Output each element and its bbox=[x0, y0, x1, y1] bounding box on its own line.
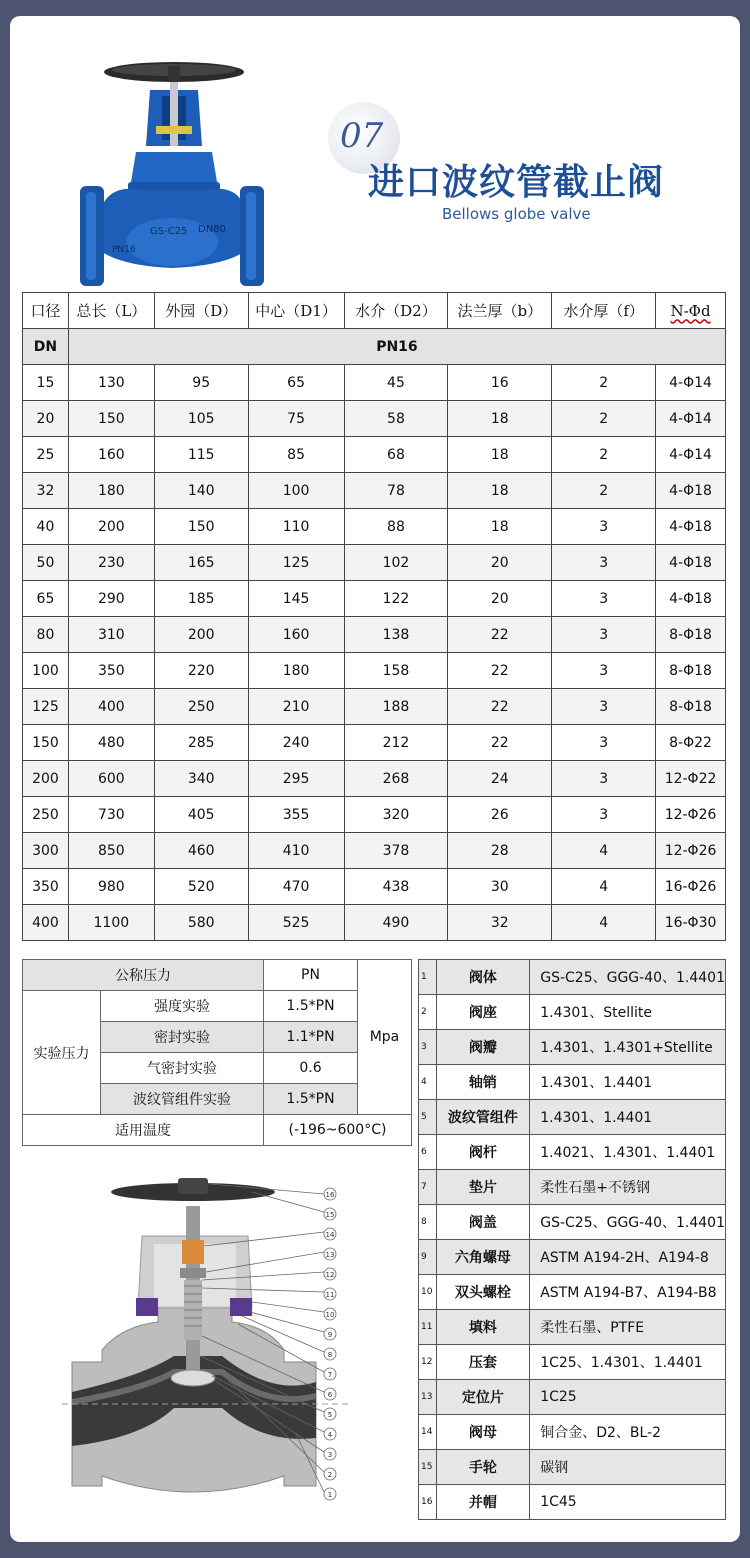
table-cell: 80 bbox=[23, 617, 69, 653]
parts-row bbox=[419, 1065, 726, 1100]
col-header: 法兰厚（b） bbox=[448, 293, 552, 329]
table-cell: 32 bbox=[23, 473, 69, 509]
table-cell: 470 bbox=[248, 869, 344, 905]
callout-label: 7 bbox=[327, 1371, 333, 1379]
table-row bbox=[23, 833, 726, 869]
test-name: 波纹管组件实验 bbox=[101, 1084, 264, 1115]
spec-card bbox=[10, 16, 740, 1542]
table-cell: 200 bbox=[154, 617, 248, 653]
table-cell: 405 bbox=[154, 797, 248, 833]
table-cell: 2 bbox=[552, 473, 656, 509]
diagram-labels bbox=[324, 1188, 336, 1500]
table-cell: 3 bbox=[552, 617, 656, 653]
table-cell: 240 bbox=[248, 725, 344, 761]
part-number: 10 bbox=[419, 1275, 437, 1310]
part-number: 12 bbox=[419, 1345, 437, 1380]
parts-row bbox=[419, 1275, 726, 1310]
part-number: 11 bbox=[419, 1310, 437, 1345]
test-value: 0.6 bbox=[264, 1053, 358, 1084]
cross-section-diagram bbox=[62, 1176, 362, 1502]
table-cell: 350 bbox=[68, 653, 154, 689]
part-number: 7 bbox=[419, 1170, 437, 1205]
temperature-value: (-196~600°C) bbox=[264, 1115, 412, 1146]
callout-label: 3 bbox=[327, 1451, 333, 1459]
table-row bbox=[23, 437, 726, 473]
part-material: 1.4301、1.4301+Stellite bbox=[530, 1030, 726, 1065]
table-cell: 520 bbox=[154, 869, 248, 905]
table-cell: 65 bbox=[248, 365, 344, 401]
parts-table bbox=[418, 959, 726, 1520]
table-cell: 525 bbox=[248, 905, 344, 941]
table-row bbox=[23, 653, 726, 689]
parts-row bbox=[419, 1415, 726, 1450]
table-cell: 400 bbox=[68, 689, 154, 725]
table-cell: 4-Φ18 bbox=[656, 545, 726, 581]
part-material: 柔性石墨、PTFE bbox=[530, 1310, 726, 1345]
pressure-table bbox=[22, 959, 412, 1146]
section-number: 07 bbox=[340, 116, 384, 156]
table-row bbox=[23, 617, 726, 653]
callout-label: 1 bbox=[327, 1491, 333, 1499]
table-cell: 150 bbox=[154, 509, 248, 545]
part-number: 3 bbox=[419, 1030, 437, 1065]
table-cell: 3 bbox=[552, 509, 656, 545]
part-number: 15 bbox=[419, 1450, 437, 1485]
col-header: N-Φd bbox=[656, 293, 726, 329]
parts-row bbox=[419, 1380, 726, 1415]
part-number: 4 bbox=[419, 1065, 437, 1100]
table-cell: 18 bbox=[448, 401, 552, 437]
parts-row bbox=[419, 1450, 726, 1485]
table-row bbox=[23, 509, 726, 545]
table-cell: 140 bbox=[154, 473, 248, 509]
parts-row bbox=[419, 995, 726, 1030]
callout-label: 16 bbox=[325, 1191, 335, 1199]
table-cell: 600 bbox=[68, 761, 154, 797]
test-pressure-label: 实验压力 bbox=[23, 991, 101, 1115]
parts-body bbox=[419, 960, 726, 1520]
table-cell: 4-Φ18 bbox=[656, 509, 726, 545]
table-cell: 45 bbox=[344, 365, 448, 401]
part-number: 16 bbox=[419, 1485, 437, 1520]
table-cell: 350 bbox=[23, 869, 69, 905]
table-cell: 68 bbox=[344, 437, 448, 473]
table-cell: 8-Φ18 bbox=[656, 653, 726, 689]
part-name: 垫片 bbox=[436, 1170, 530, 1205]
table-cell: 22 bbox=[448, 653, 552, 689]
table-cell: 122 bbox=[344, 581, 448, 617]
table-cell: 26 bbox=[448, 797, 552, 833]
table-cell: 4-Φ14 bbox=[656, 437, 726, 473]
table-row bbox=[23, 869, 726, 905]
callout-label: 13 bbox=[325, 1251, 335, 1259]
table-cell: 15 bbox=[23, 365, 69, 401]
table-cell: 32 bbox=[448, 905, 552, 941]
callout-label: 6 bbox=[327, 1391, 333, 1399]
table-cell: 16 bbox=[448, 365, 552, 401]
table-cell: 95 bbox=[154, 365, 248, 401]
callout-label: 9 bbox=[327, 1331, 333, 1339]
table-cell: 130 bbox=[68, 365, 154, 401]
table-cell: 410 bbox=[248, 833, 344, 869]
table-cell: 980 bbox=[68, 869, 154, 905]
table-cell: 22 bbox=[448, 617, 552, 653]
col-header: 水介厚（f） bbox=[552, 293, 656, 329]
table-cell: 480 bbox=[68, 725, 154, 761]
table-cell: 355 bbox=[248, 797, 344, 833]
temperature-label: 适用温度 bbox=[23, 1115, 264, 1146]
table-row bbox=[23, 725, 726, 761]
page-subtitle: Bellows globe valve bbox=[442, 205, 591, 223]
table-cell: 145 bbox=[248, 581, 344, 617]
nominal-pressure-label: 公称压力 bbox=[23, 960, 264, 991]
unit-cell: Mpa bbox=[358, 960, 412, 1115]
parts-row bbox=[419, 1030, 726, 1065]
callout-label: 15 bbox=[325, 1211, 335, 1219]
table-cell: 3 bbox=[552, 581, 656, 617]
table-row bbox=[23, 905, 726, 941]
part-material: 1C25、1.4301、1.4401 bbox=[530, 1345, 726, 1380]
table-cell: 125 bbox=[248, 545, 344, 581]
table-row bbox=[23, 545, 726, 581]
part-number: 1 bbox=[419, 960, 437, 995]
table-cell: 3 bbox=[552, 725, 656, 761]
table-cell: 210 bbox=[248, 689, 344, 725]
table-cell: 400 bbox=[23, 905, 69, 941]
part-material: 碳钢 bbox=[530, 1450, 726, 1485]
table-cell: 850 bbox=[68, 833, 154, 869]
valve-photo bbox=[72, 56, 268, 288]
table-row bbox=[23, 365, 726, 401]
part-name: 定位片 bbox=[436, 1380, 530, 1415]
table-cell: 25 bbox=[23, 437, 69, 473]
col-header: 中心（D1） bbox=[248, 293, 344, 329]
part-number: 9 bbox=[419, 1240, 437, 1275]
photo-marking-dn: DN80 bbox=[198, 224, 226, 235]
table-cell: 4-Φ14 bbox=[656, 365, 726, 401]
dimensions-header-row bbox=[23, 293, 726, 329]
table-cell: 4 bbox=[552, 833, 656, 869]
part-name: 波纹管组件 bbox=[436, 1100, 530, 1135]
table-cell: 20 bbox=[23, 401, 69, 437]
table-cell: 4 bbox=[552, 869, 656, 905]
table-cell: 230 bbox=[68, 545, 154, 581]
pressure-row bbox=[23, 329, 726, 365]
table-cell: 12-Φ26 bbox=[656, 797, 726, 833]
col-header: 口径 bbox=[23, 293, 69, 329]
table-cell: 165 bbox=[154, 545, 248, 581]
parts-row bbox=[419, 1240, 726, 1275]
table-cell: 220 bbox=[154, 653, 248, 689]
table-row bbox=[23, 689, 726, 725]
table-cell: 212 bbox=[344, 725, 448, 761]
table-cell: 18 bbox=[448, 473, 552, 509]
table-cell: 438 bbox=[344, 869, 448, 905]
table-cell: 3 bbox=[552, 653, 656, 689]
part-name: 手轮 bbox=[436, 1450, 530, 1485]
part-name: 阀体 bbox=[436, 960, 530, 995]
photo-marking-model: GS-C25 bbox=[150, 226, 188, 237]
table-row bbox=[23, 581, 726, 617]
part-material: GS-C25、GGG-40、1.4401 bbox=[530, 960, 726, 995]
parts-row bbox=[419, 1345, 726, 1380]
table-cell: 200 bbox=[23, 761, 69, 797]
table-cell: 12-Φ22 bbox=[656, 761, 726, 797]
table-cell: 180 bbox=[68, 473, 154, 509]
table-cell: 150 bbox=[23, 725, 69, 761]
dimensions-table bbox=[22, 292, 726, 941]
table-cell: 3 bbox=[552, 761, 656, 797]
test-name: 气密封实验 bbox=[101, 1053, 264, 1084]
table-cell: 115 bbox=[154, 437, 248, 473]
table-cell: 2 bbox=[552, 365, 656, 401]
callout-label: 8 bbox=[327, 1351, 333, 1359]
table-cell: 8-Φ22 bbox=[656, 725, 726, 761]
table-cell: 268 bbox=[344, 761, 448, 797]
table-cell: 100 bbox=[23, 653, 69, 689]
table-cell: 158 bbox=[344, 653, 448, 689]
part-material: 铜合金、D2、BL-2 bbox=[530, 1415, 726, 1450]
table-cell: 378 bbox=[344, 833, 448, 869]
table-cell: 460 bbox=[154, 833, 248, 869]
part-name: 六角螺母 bbox=[436, 1240, 530, 1275]
table-cell: 88 bbox=[344, 509, 448, 545]
table-cell: 18 bbox=[448, 509, 552, 545]
table-cell: 102 bbox=[344, 545, 448, 581]
part-material: 1C45 bbox=[530, 1485, 726, 1520]
table-cell: 188 bbox=[344, 689, 448, 725]
part-material: 柔性石墨+不锈钢 bbox=[530, 1170, 726, 1205]
table-cell: 1100 bbox=[68, 905, 154, 941]
part-name: 阀盖 bbox=[436, 1205, 530, 1240]
table-cell: 105 bbox=[154, 401, 248, 437]
table-cell: 18 bbox=[448, 437, 552, 473]
table-row bbox=[23, 797, 726, 833]
dn-label: DN bbox=[23, 329, 69, 365]
parts-row bbox=[419, 1135, 726, 1170]
table-cell: 28 bbox=[448, 833, 552, 869]
table-cell: 290 bbox=[68, 581, 154, 617]
part-name: 双头螺栓 bbox=[436, 1275, 530, 1310]
test-value: 1.5*PN bbox=[264, 991, 358, 1022]
table-cell: 285 bbox=[154, 725, 248, 761]
part-name: 轴销 bbox=[436, 1065, 530, 1100]
table-cell: 20 bbox=[448, 545, 552, 581]
table-cell: 50 bbox=[23, 545, 69, 581]
part-name: 填料 bbox=[436, 1310, 530, 1345]
table-cell: 310 bbox=[68, 617, 154, 653]
table-cell: 65 bbox=[23, 581, 69, 617]
pn-label: PN16 bbox=[68, 329, 725, 365]
col-header: 水介（D2） bbox=[344, 293, 448, 329]
table-row bbox=[23, 473, 726, 509]
table-cell: 300 bbox=[23, 833, 69, 869]
table-cell: 185 bbox=[154, 581, 248, 617]
table-cell: 8-Φ18 bbox=[656, 617, 726, 653]
part-material: GS-C25、GGG-40、1.4401 bbox=[530, 1205, 726, 1240]
part-material: ASTM A194-2H、A194-8 bbox=[530, 1240, 726, 1275]
table-cell: 4-Φ18 bbox=[656, 581, 726, 617]
test-name: 强度实验 bbox=[101, 991, 264, 1022]
callout-label: 5 bbox=[327, 1411, 333, 1419]
table-cell: 85 bbox=[248, 437, 344, 473]
table-cell: 730 bbox=[68, 797, 154, 833]
table-cell: 200 bbox=[68, 509, 154, 545]
part-name: 阀杆 bbox=[436, 1135, 530, 1170]
table-cell: 250 bbox=[154, 689, 248, 725]
table-cell: 150 bbox=[68, 401, 154, 437]
table-cell: 22 bbox=[448, 689, 552, 725]
table-cell: 125 bbox=[23, 689, 69, 725]
pn-cell: PN bbox=[264, 960, 358, 991]
table-cell: 295 bbox=[248, 761, 344, 797]
parts-row bbox=[419, 1100, 726, 1135]
table-cell: 12-Φ26 bbox=[656, 833, 726, 869]
table-cell: 22 bbox=[448, 725, 552, 761]
table-cell: 340 bbox=[154, 761, 248, 797]
table-row bbox=[23, 761, 726, 797]
part-name: 压套 bbox=[436, 1345, 530, 1380]
parts-row bbox=[419, 960, 726, 995]
test-name: 密封实验 bbox=[101, 1022, 264, 1053]
part-material: 1.4301、Stellite bbox=[530, 995, 726, 1030]
table-cell: 2 bbox=[552, 401, 656, 437]
callout-label: 14 bbox=[325, 1231, 335, 1239]
photo-marking-pn: PN16 bbox=[112, 245, 136, 255]
table-cell: 160 bbox=[248, 617, 344, 653]
col-header: 外园（D） bbox=[154, 293, 248, 329]
part-name: 阀母 bbox=[436, 1415, 530, 1450]
part-number: 8 bbox=[419, 1205, 437, 1240]
part-material: 1.4301、1.4401 bbox=[530, 1100, 726, 1135]
part-material: 1.4301、1.4401 bbox=[530, 1065, 726, 1100]
callout-label: 4 bbox=[327, 1431, 333, 1439]
table-cell: 58 bbox=[344, 401, 448, 437]
callout-label: 11 bbox=[325, 1291, 335, 1299]
table-cell: 78 bbox=[344, 473, 448, 509]
table-cell: 75 bbox=[248, 401, 344, 437]
part-number: 13 bbox=[419, 1380, 437, 1415]
part-name: 阀瓣 bbox=[436, 1030, 530, 1065]
table-cell: 3 bbox=[552, 797, 656, 833]
test-value: 1.1*PN bbox=[264, 1022, 358, 1053]
part-material: 1.4021、1.4301、1.4401 bbox=[530, 1135, 726, 1170]
table-cell: 4 bbox=[552, 905, 656, 941]
table-cell: 8-Φ18 bbox=[656, 689, 726, 725]
part-number: 6 bbox=[419, 1135, 437, 1170]
table-cell: 110 bbox=[248, 509, 344, 545]
table-cell: 24 bbox=[448, 761, 552, 797]
header bbox=[10, 16, 740, 288]
table-cell: 40 bbox=[23, 509, 69, 545]
part-number: 14 bbox=[419, 1415, 437, 1450]
test-value: 1.5*PN bbox=[264, 1084, 358, 1115]
callout-label: 12 bbox=[325, 1271, 335, 1279]
table-cell: 30 bbox=[448, 869, 552, 905]
parts-row bbox=[419, 1485, 726, 1520]
table-cell: 180 bbox=[248, 653, 344, 689]
callout-label: 10 bbox=[325, 1311, 335, 1319]
part-name: 阀座 bbox=[436, 995, 530, 1030]
part-material: 1C25 bbox=[530, 1380, 726, 1415]
table-cell: 160 bbox=[68, 437, 154, 473]
part-number: 5 bbox=[419, 1100, 437, 1135]
part-number: 2 bbox=[419, 995, 437, 1030]
parts-row bbox=[419, 1205, 726, 1240]
table-cell: 3 bbox=[552, 545, 656, 581]
table-cell: 100 bbox=[248, 473, 344, 509]
table-cell: 2 bbox=[552, 437, 656, 473]
part-name: 并帽 bbox=[436, 1485, 530, 1520]
table-cell: 20 bbox=[448, 581, 552, 617]
part-material: ASTM A194-B7、A194-B8 bbox=[530, 1275, 726, 1310]
table-row bbox=[23, 401, 726, 437]
dimensions-body bbox=[23, 365, 726, 941]
table-cell: 3 bbox=[552, 689, 656, 725]
page-title: 进口波纹管截止阀 bbox=[368, 162, 665, 203]
table-cell: 4-Φ18 bbox=[656, 473, 726, 509]
table-cell: 490 bbox=[344, 905, 448, 941]
callout-label: 2 bbox=[327, 1471, 333, 1479]
parts-row bbox=[419, 1310, 726, 1345]
table-cell: 138 bbox=[344, 617, 448, 653]
table-cell: 16-Φ26 bbox=[656, 869, 726, 905]
table-cell: 580 bbox=[154, 905, 248, 941]
parts-row bbox=[419, 1170, 726, 1205]
table-cell: 16-Φ30 bbox=[656, 905, 726, 941]
col-header: 总长（L） bbox=[68, 293, 154, 329]
table-cell: 250 bbox=[23, 797, 69, 833]
table-cell: 320 bbox=[344, 797, 448, 833]
table-cell: 4-Φ14 bbox=[656, 401, 726, 437]
